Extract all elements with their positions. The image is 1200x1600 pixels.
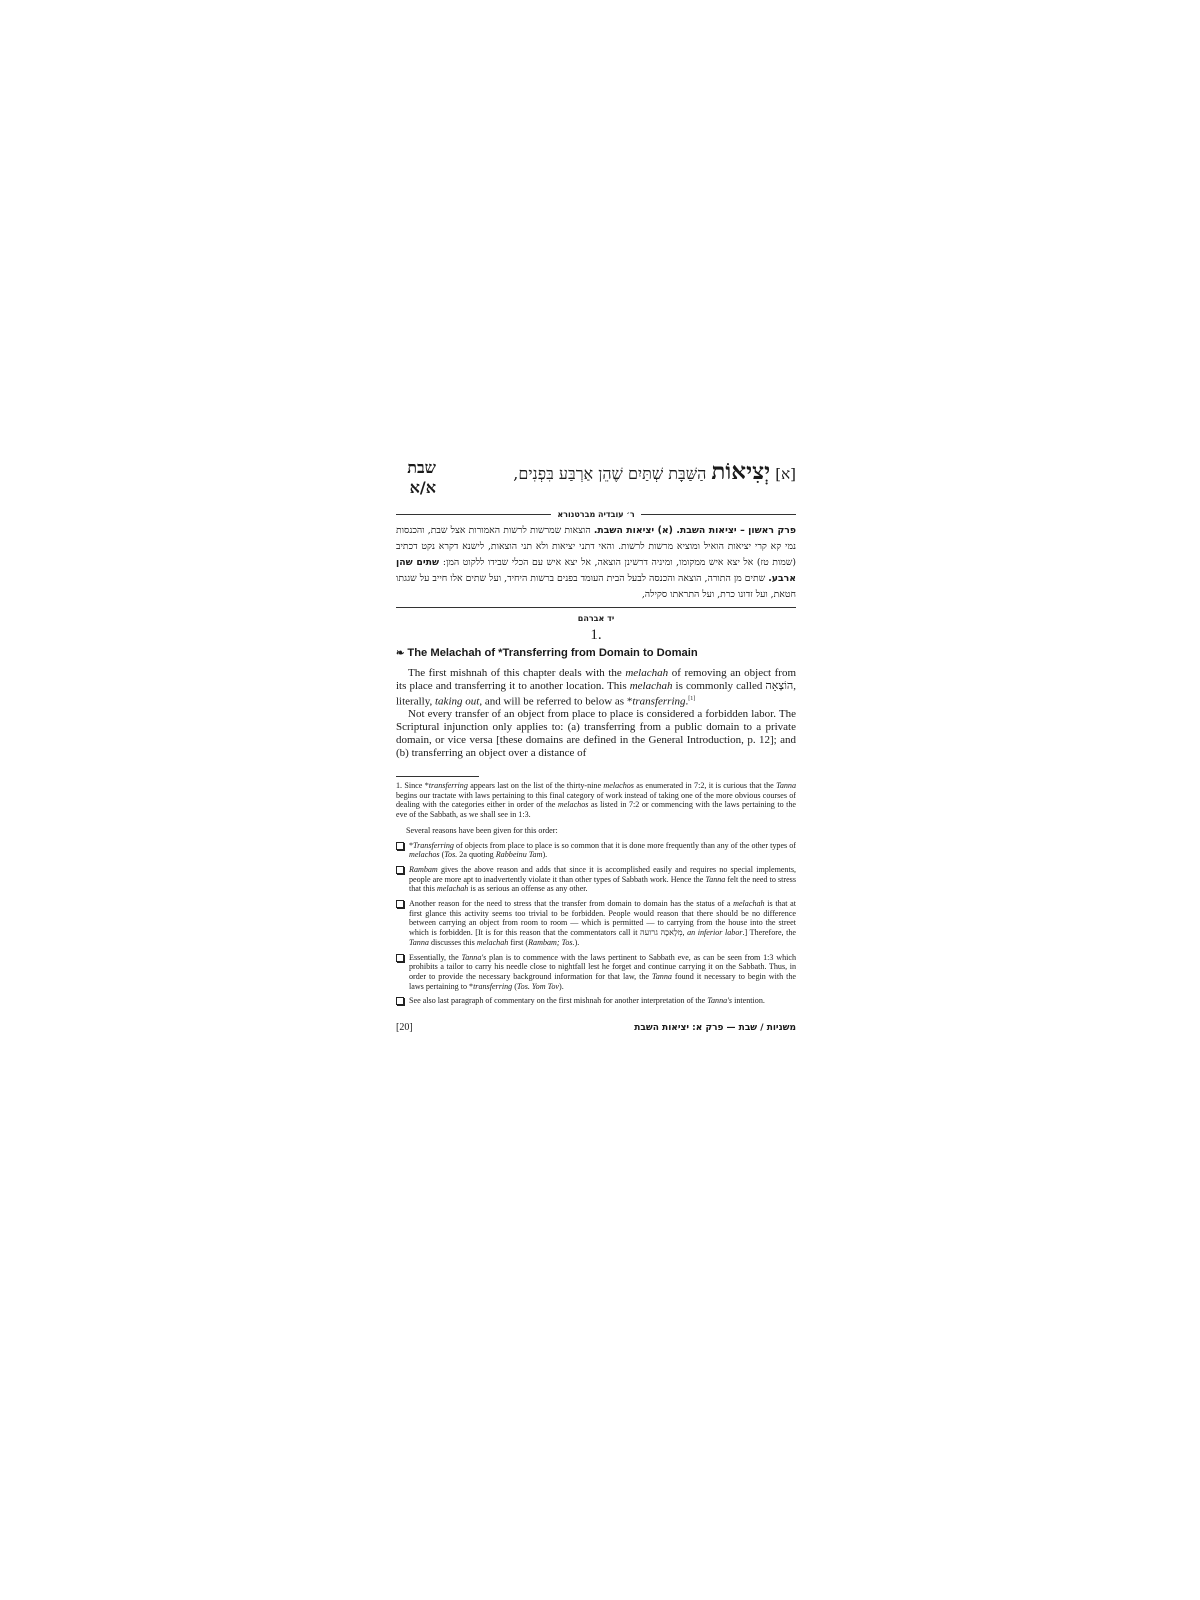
hebrew-term: הוֹצָאָה bbox=[765, 679, 794, 692]
text-run: as listed in 7:2 or commencing with the laws pertaining to the eve of the Sabbath, as we shall see in 1:3. bbox=[396, 800, 796, 820]
italic-term: melachah bbox=[436, 884, 469, 894]
italic-term: Transferring bbox=[413, 840, 454, 850]
page-header bbox=[396, 458, 796, 508]
bullet-text bbox=[409, 953, 796, 992]
footnote-bullet-4 bbox=[396, 953, 796, 992]
text-run: first ( bbox=[508, 937, 529, 947]
main-paragraph-1 bbox=[396, 667, 796, 708]
text-run: felt the need to stress that this bbox=[409, 874, 796, 894]
italic-term: melachah bbox=[733, 899, 765, 909]
italic-term: Rambam; Tos. bbox=[528, 937, 575, 947]
text-run: intention. bbox=[732, 996, 765, 1006]
main-commentary bbox=[396, 667, 796, 760]
commentator-name: ר׳ עובדיה מברטנורא bbox=[557, 510, 635, 519]
text-run: * bbox=[409, 840, 414, 850]
commentary-heading-1: פרק ראשון – יציאות השבת. (א) יציאות השבת. bbox=[593, 525, 796, 536]
main-paragraph-2: Not every transfer of an object from place to place is considered a forbidden labor. The Scriptural injunction only applies to: (a) transferring from a public domain to a private domain, or vice versa [these domains are defined in the General Introduction, p. 12]; and (b) transferring an object over a distance of bbox=[396, 708, 796, 760]
page-footer bbox=[396, 1022, 796, 1033]
italic-term: transferring bbox=[632, 695, 686, 708]
footnote-1 bbox=[396, 781, 796, 820]
section-heading bbox=[396, 647, 796, 659]
italic-term: melachos bbox=[409, 850, 440, 860]
mishnah-bracket-number: [א] bbox=[775, 465, 796, 483]
bullet-text bbox=[409, 865, 796, 894]
text-run: discusses this bbox=[428, 937, 477, 947]
text-run: See also last paragraph of commentary on the first mishnah for another interpretation of the bbox=[409, 996, 708, 1006]
mishnah-text-rest: הַשַּׁבָּת שְׁתַּיִם שֶׁהֵן אַרְבַּע בִּפְנִים, bbox=[513, 464, 707, 483]
text-run: , literally, bbox=[396, 679, 797, 708]
footnote-intro: Several reasons have been given for this order: bbox=[406, 825, 558, 835]
italic-term: Rabbeinu Tam bbox=[495, 850, 543, 860]
section-heading-text: The Melachah of *Transferring from Domain to Domain bbox=[407, 647, 698, 659]
text-run: plan is to commence with the laws pertinent to Sabbath eve, as can be seen from 1:3 which prohibits a tailor to carry his needle close to nightfall lest he forget and continue carrying it on the Sabbath. Thus, in order to provide the necessary background information for that law, the bbox=[409, 952, 797, 981]
commentary-heading-2: שתים שהן ארבע. bbox=[396, 557, 796, 584]
text-run: is as serious an offense as any other. bbox=[468, 884, 588, 894]
italic-term: transferring bbox=[473, 981, 513, 991]
footer-title: משניות / שבת — פרק א: יציאות השבת bbox=[634, 1022, 796, 1033]
italic-term: Tos. bbox=[444, 850, 458, 860]
bullet-text bbox=[409, 899, 796, 948]
mishnah-opening-word: יְצִיאוֹת bbox=[711, 458, 771, 485]
commentary-text-1: הוצאות שמרשות לרשות האמורות אצל שבת, והכנסות נמי קא קרי יציאות הואיל ומוציא מרשות לרשות. והאי דתני יציאות ולא תני הוצאות, לישנא דקרא נקט דכתיב (שמות טז) אל יצא איש ממקומו, ומיניה דרשינן הוצאה, אל יצא איש עם הכלי שבידו ללקוט המן: bbox=[396, 525, 796, 568]
page-number: [20] bbox=[396, 1022, 413, 1034]
text-run: ( bbox=[512, 981, 517, 991]
checkbox-bullet-icon bbox=[396, 997, 404, 1005]
italic-term: melachos bbox=[557, 800, 589, 810]
italic-term: an inferior labor bbox=[687, 928, 743, 938]
footnote-bullet-5 bbox=[396, 996, 796, 1006]
rule-line-left bbox=[396, 514, 551, 515]
text-run: Essentially, the bbox=[409, 952, 462, 962]
footnote-bullet-1 bbox=[396, 841, 796, 860]
italic-term: transferring bbox=[428, 781, 468, 790]
text-run: .] Therefore, the bbox=[742, 928, 796, 938]
text-run: gives the above reason and adds that since it is accomplished easily and requires no special implements, people are more apt to inadvertently violate it than other types of Sabbath work. Hence the bbox=[409, 864, 796, 884]
italic-term: Tanna bbox=[705, 874, 726, 884]
text-run: 1. Since * bbox=[396, 781, 429, 790]
italic-term: melachah bbox=[625, 667, 669, 679]
footnote-marker: [1] bbox=[688, 695, 696, 702]
text-run: is that at first glance this activity seems too trivial to be forbidden. People would reason that there should be no difference between carrying an object from room to room — which is permitted — to carrying from the house into the street which is forbidden. [It is for this reason that the commentators call it bbox=[409, 899, 796, 938]
text-run: appears last on the list of the thirty-nine bbox=[467, 781, 604, 790]
footnote-bullet-2 bbox=[396, 865, 796, 894]
text-run: The first mishnah of this chapter deals with the bbox=[408, 667, 626, 679]
bullet-text bbox=[409, 996, 796, 1006]
running-head bbox=[396, 458, 436, 498]
text-run: found it necessary to begin with the laws pertaining to * bbox=[409, 971, 796, 991]
italic-term: taking out bbox=[435, 695, 480, 708]
italic-term: Tanna bbox=[776, 781, 797, 790]
yad-avraham-label: יד אברהם bbox=[577, 614, 615, 623]
text-run: ( bbox=[439, 850, 445, 860]
chapter-reference: א/א bbox=[409, 478, 436, 497]
tractate-name: שבת bbox=[407, 458, 436, 477]
italic-term: melachah bbox=[476, 937, 509, 947]
italic-term: melachah bbox=[629, 679, 673, 692]
text-run: of removing an object from its place and transferring it to another location. This bbox=[396, 667, 796, 692]
checkbox-bullet-icon bbox=[396, 900, 404, 908]
book-page bbox=[396, 458, 796, 1033]
text-run: Another reason for the need to stress that the transfer from domain to domain has the status of a bbox=[409, 899, 734, 909]
footnote-rule bbox=[396, 776, 479, 777]
mishnah-text bbox=[513, 458, 796, 485]
italic-term: Tanna bbox=[409, 937, 429, 947]
text-run: . bbox=[685, 695, 689, 708]
footnotes bbox=[396, 781, 796, 1006]
italic-term: Tos. Yom Tov bbox=[516, 981, 559, 991]
footnote-bullet-3 bbox=[396, 899, 796, 948]
text-run: 2a quoting bbox=[457, 850, 496, 860]
bullet-text bbox=[409, 841, 796, 860]
text-run: ). bbox=[559, 981, 564, 991]
bartenura-commentary bbox=[396, 523, 796, 608]
checkbox-bullet-icon bbox=[396, 954, 404, 962]
checkbox-bullet-icon bbox=[396, 866, 404, 874]
text-run: begins our tractate with laws pertaining to this final category of work instead of taking one of the more obvious courses of dealing with the categories either in order of the bbox=[396, 790, 796, 810]
ornament-icon: ❧ bbox=[396, 648, 405, 659]
text-run: is commonly called bbox=[672, 679, 766, 692]
text-run: as enumerated in 7:2, it is curious that the bbox=[633, 781, 777, 790]
italic-term: Tanna's bbox=[707, 996, 733, 1006]
italic-term: Rambam bbox=[409, 864, 438, 874]
italic-term: melachos bbox=[603, 781, 634, 790]
italic-term: Tanna bbox=[651, 971, 672, 981]
mishnah-number: 1. bbox=[590, 627, 602, 643]
italic-term: Tanna's bbox=[461, 952, 487, 962]
text-run: ). bbox=[542, 850, 548, 860]
text-run: ). bbox=[574, 937, 580, 947]
commentator-rule bbox=[396, 510, 796, 519]
text-run: , and will be referred to below as * bbox=[479, 695, 633, 708]
text-run: of objects from place to place is so common that it is done more frequently than any of the other types of bbox=[453, 840, 796, 850]
rule-line-right bbox=[641, 514, 796, 515]
commentary-text-2: שתים מן התורה, הוצאה והכנסה לבעל הבית העומד בפנים ברשות היחיד, ועל שתים אלו חייב על שגגתו חטאת, ועל זדונו כרת, ועל התראתו סקילה, bbox=[396, 573, 796, 600]
checkbox-bullet-icon bbox=[396, 842, 404, 850]
hebrew-term: מְלָאכָה גרועה bbox=[639, 928, 683, 938]
text-run: , bbox=[682, 928, 688, 938]
